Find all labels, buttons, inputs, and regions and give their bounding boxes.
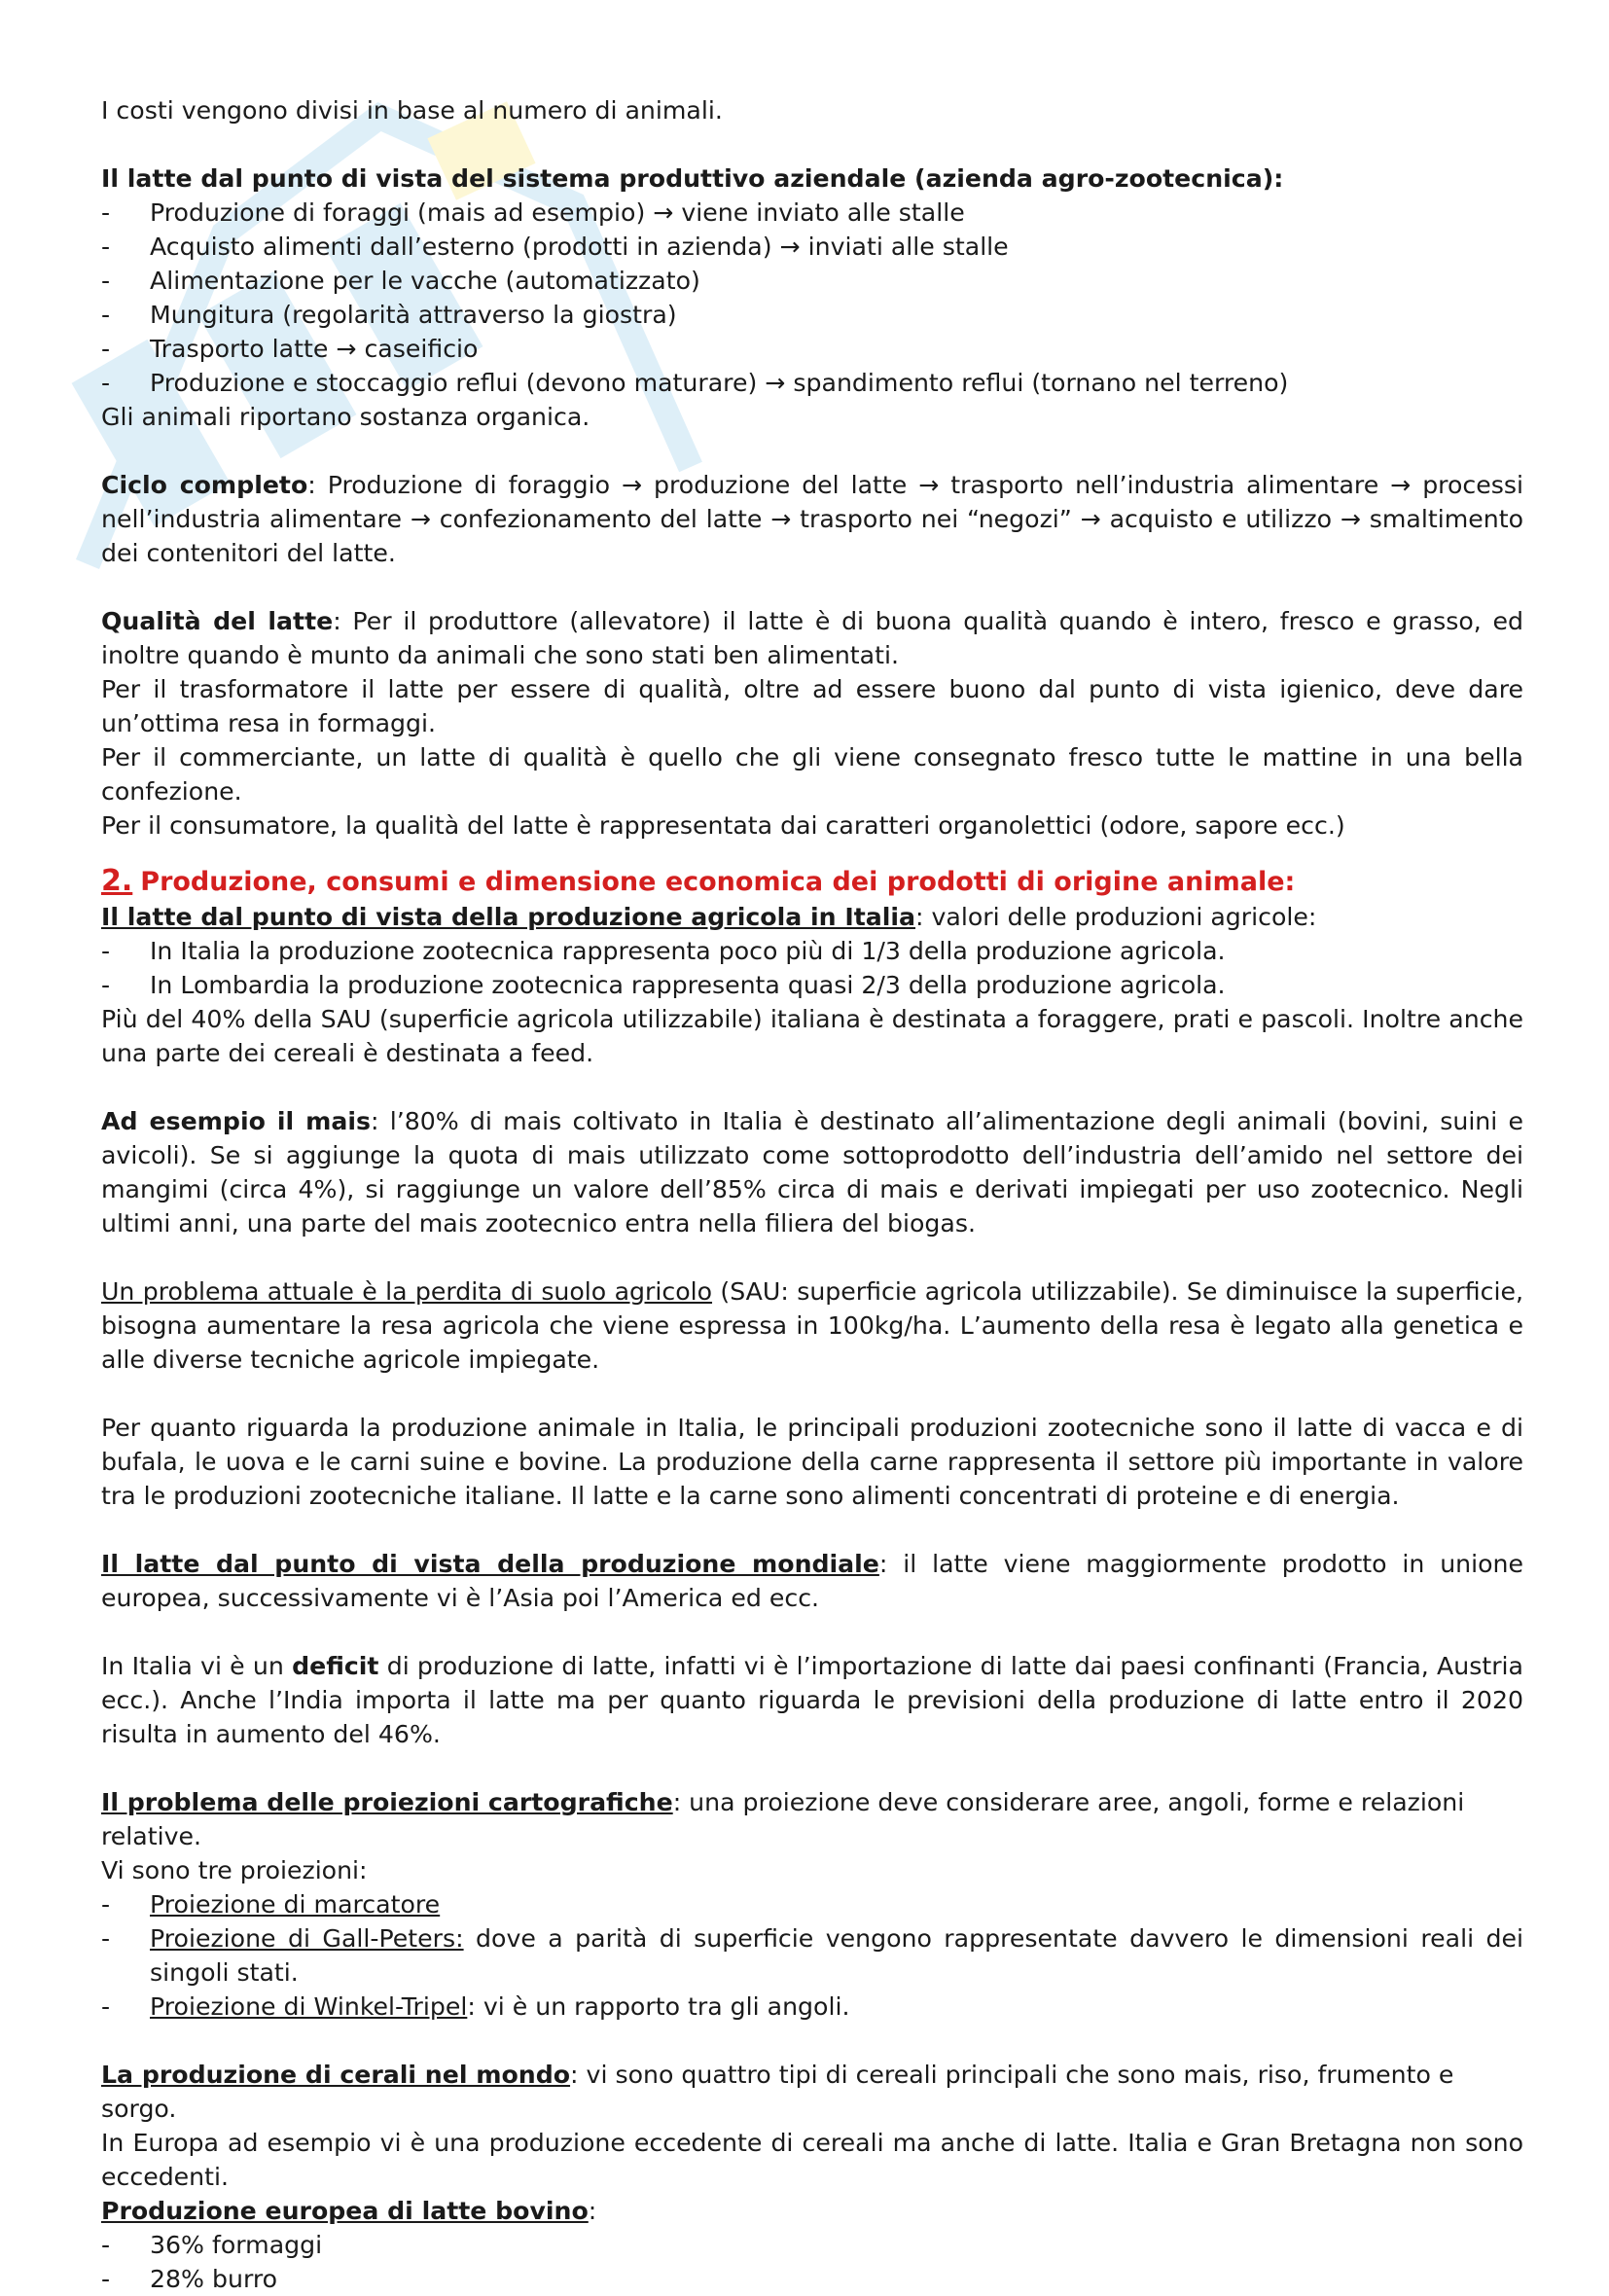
heading-sistema-produttivo: Il latte dal punto di vista del sistema produttivo aziendale (azienda agro-zootecnica): <box>101 164 1284 193</box>
list-item: - 28% burro <box>101 2262 1523 2296</box>
label-deficit: deficit <box>292 1652 379 1680</box>
label-suolo: Un problema attuale è la perdita di suolo agricolo <box>101 1277 713 1306</box>
list-item: - Mungitura (regolarità attraverso la giostra) <box>101 298 1523 332</box>
bullet-dash: - <box>101 369 111 397</box>
paragraph-tre-proiezioni: Vi sono tre proiezioni: <box>101 1856 368 1884</box>
list-item: - Trasporto latte → caseificio <box>101 332 1523 366</box>
paragraph-produzione-animale: Per quanto riguarda la produzione animale in Italia, le principali produzioni zootecniche sono il latte di vacca e di bufala, le uova e le carni suine e bovine. La produzione della carne rappresenta il settore più importante in valore tra le produzioni zootecniche italiane. Il latte e la carne sono alimenti concentrati di proteine e di energia. <box>101 1414 1523 1510</box>
paragraph-consumatore: Per il consumatore, la qualità del latte è rappresentata dai caratteri organolettici (odore, sapore ecc.) <box>101 811 1345 840</box>
paragraph-sostanza-organica: Gli animali riportano sostanza organica. <box>101 403 590 431</box>
bullet-dash: - <box>101 267 111 295</box>
paragraph-produzione-italia: Il latte dal punto di vista della produzione agricola in Italia: valori delle produzioni agricole: <box>101 903 1317 931</box>
list-proiezioni <box>101 1887 1523 2024</box>
bullet-dash: - <box>101 335 111 363</box>
paragraph-ciclo-completo: Ciclo completo: Produzione di foraggio → produzione del latte → trasporto nell’industria alimentare → processi nell’industria alimentare → confezionamento del latte → trasporto nei “negozi” → acquisto e utilizzo → smaltimento dei contenitori del latte. <box>101 471 1523 567</box>
label-produzione-europea: Produzione europea di latte bovino <box>101 2197 589 2225</box>
label-ciclo-completo: Ciclo completo <box>101 471 308 499</box>
list-sistema-produttivo <box>101 196 1523 400</box>
list-item: - In Lombardia la produzione zootecnica rappresenta quasi 2/3 della produzione agricola. <box>101 968 1523 1002</box>
list-item: - Proiezione di Winkel-Tripel: vi è un rapporto tra gli angoli. <box>101 1990 1523 2024</box>
list-item: - Produzione di foraggi (mais ad esempio) → viene inviato alle stalle <box>101 196 1523 230</box>
label-proiezioni: Il problema delle proiezioni cartografiche <box>101 1788 673 1816</box>
bullet-dash: - <box>101 1924 111 1953</box>
label-produzione-mondiale: Il latte dal punto di vista della produzione mondiale <box>101 1550 879 1578</box>
label-mais: Ad esempio il mais <box>101 1107 371 1135</box>
bullet-dash: - <box>101 301 111 329</box>
list-produzione-italia <box>101 934 1523 1002</box>
list-item: - In Italia la produzione zootecnica rappresenta poco più di 1/3 della produzione agricola. <box>101 934 1523 968</box>
bullet-dash: - <box>101 971 111 999</box>
bullet-dash: - <box>101 2231 111 2259</box>
label-qualita: Qualità del latte <box>101 607 334 635</box>
bullet-dash: - <box>101 233 111 261</box>
paragraph-qualita: Qualità del latte: Per il produttore (allevatore) il latte è di buona qualità quando è intero, fresco e grasso, ed inoltre quando è munto da animali che sono stati ben alimentati. <box>101 607 1523 669</box>
paragraph-mais: Ad esempio il mais: l’80% di mais coltivato in Italia è destinato all’alimentazione degli animali (bovini, suini e avicoli). Se si aggiunge la quota di mais utilizzato come sottoprodotto dell’industria dell’amido nel settore dei mangimi (circa 4%), si raggiunge un valore dell’85% circa di mais e derivati impiegati per uso zootecnico. Negli ultimi anni, una parte del mais zootecnico entra nella filiera del biogas. <box>101 1107 1523 1238</box>
list-item: - Alimentazione per le vacche (automatizzato) <box>101 264 1523 298</box>
paragraph-costi: I costi vengono divisi in base al numero di animali. <box>101 96 723 125</box>
list-item: - Proiezione di Gall-Peters: dove a parità di superficie vengono rappresentate davvero le dimensioni reali dei singoli stati. <box>101 1921 1523 1990</box>
list-item: - Acquisto alimenti dall’esterno (prodotti in azienda) → inviati alle stalle <box>101 230 1523 264</box>
bullet-dash: - <box>101 1890 111 1919</box>
paragraph-deficit: In Italia vi è un deficit di produzione di latte, infatti vi è l’importazione di latte dai paesi confinanti (Francia, Austria ecc.). Anche l’India importa il latte ma per quanto riguarda le previsioni della produzione di latte entro il 2020 risulta in aumento del 46%. <box>101 1652 1523 1748</box>
bullet-dash: - <box>101 198 111 227</box>
paragraph-cereali: La produzione di cerali nel mondo: vi sono quattro tipi di cereali principali che sono mais, riso, frumento e sorgo. <box>101 2061 1454 2123</box>
document-page <box>101 93 1523 2296</box>
paragraph-produzione-europea: Produzione europea di latte bovino: <box>101 2197 597 2225</box>
list-item: - Proiezione di marcatore <box>101 1887 1523 1921</box>
bullet-dash: - <box>101 2265 111 2293</box>
paragraph-produzione-mondiale: Il latte dal punto di vista della produzione mondiale: il latte viene maggiormente prodotto in unione europea, successivamente vi è l’Asia poi l’America ed ecc. <box>101 1550 1523 1612</box>
paragraph-commerciante: Per il commerciante, un latte di qualità è quello che gli viene consegnato fresco tutte le mattine in una bella confezione. <box>101 743 1523 806</box>
bullet-dash: - <box>101 937 111 965</box>
bullet-dash: - <box>101 1992 111 2021</box>
list-item: - 36% formaggi <box>101 2228 1523 2262</box>
list-produzione-europea <box>101 2228 1523 2296</box>
paragraph-trasformatore: Per il trasformatore il latte per essere di qualità, oltre ad essere buono dal punto di vista igienico, deve dare un’ottima resa in formaggi. <box>101 675 1523 737</box>
paragraph-europa-eccedente: In Europa ad esempio vi è una produzione eccedente di cereali ma anche di latte. Italia e Gran Bretagna non sono eccedenti. <box>101 2129 1523 2191</box>
list-item: - Produzione e stoccaggio reflui (devono maturare) → spandimento reflui (tornano nel terreno) <box>101 366 1523 400</box>
paragraph-suolo: Un problema attuale è la perdita di suolo agricolo (SAU: superficie agricola utilizzabile). Se diminuisce la superficie, bisogna aumentare la resa agricola che viene espressa in 100kg/ha. L’aumento della resa è legato alla genetica e alle diverse tecniche agricole impiegate. <box>101 1277 1523 1374</box>
paragraph-proiezioni: Il problema delle proiezioni cartografiche: una proiezione deve considerare aree, angoli, forme e relazioni relative. <box>101 1788 1465 1850</box>
section-title: Produzione, consumi e dimensione economica dei prodotti di origine animale: <box>140 867 1296 897</box>
section-heading-2 <box>101 864 1523 900</box>
label-cereali: La produzione di cerali nel mondo <box>101 2061 571 2089</box>
label-produzione-italia: Il latte dal punto di vista della produzione agricola in Italia <box>101 903 916 931</box>
section-number: 2. <box>101 864 133 898</box>
paragraph-sau: Più del 40% della SAU (superficie agricola utilizzabile) italiana è destinata a foraggere, prati e pascoli. Inoltre anche una parte dei cereali è destinata a feed. <box>101 1005 1523 1067</box>
